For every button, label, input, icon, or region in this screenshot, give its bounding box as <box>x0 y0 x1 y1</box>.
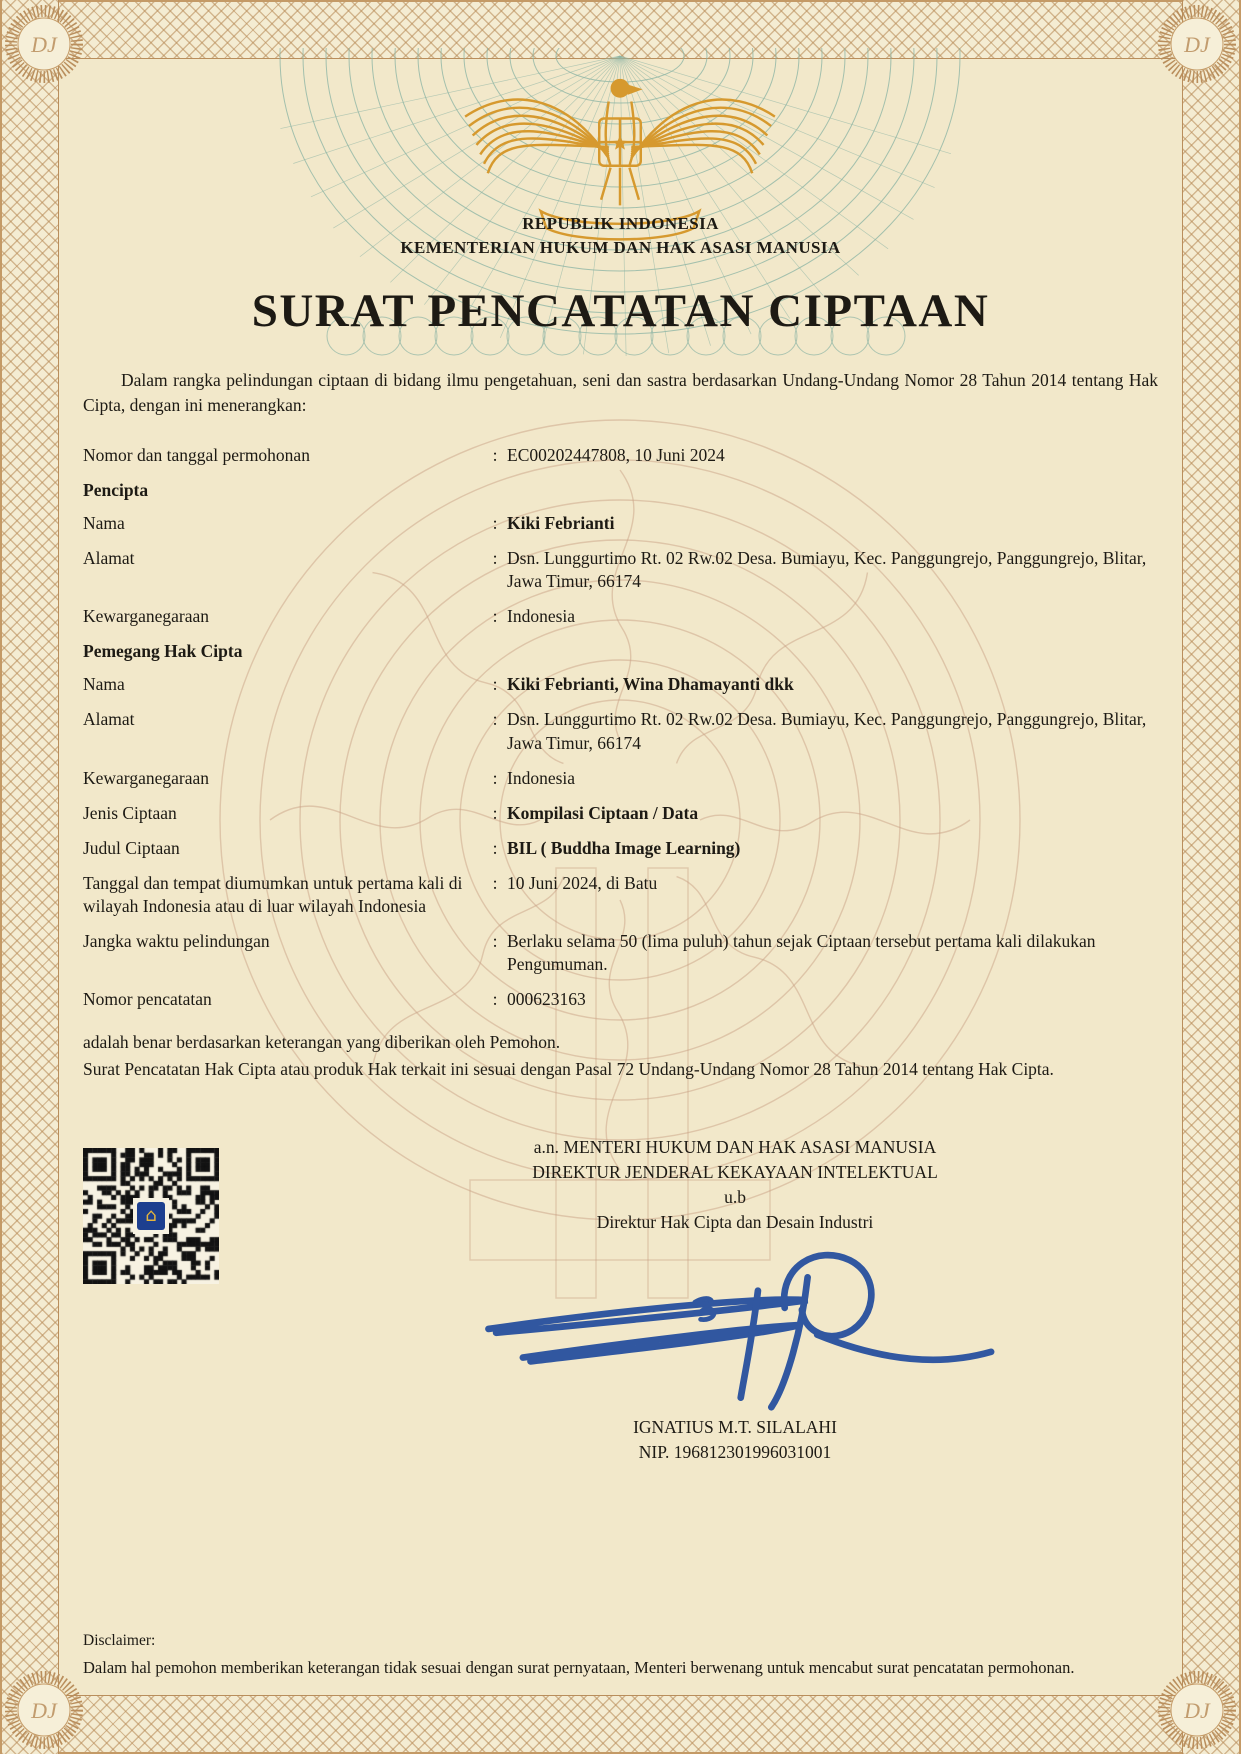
ministry-name: KEMENTERIAN HUKUM DAN HAK ASASI MANUSIA <box>400 238 841 257</box>
svg-text:DJ: DJ <box>1184 32 1210 57</box>
field-value: Indonesia <box>507 767 576 788</box>
section-heading-pemegang-hak-cipta: Pemegang Hak Cipta <box>83 641 243 662</box>
field-colon: : <box>492 444 498 465</box>
signature-authority-line-3: u.b <box>724 1187 746 1207</box>
field-colon: : <box>492 989 498 1010</box>
corner-seal-icon <box>1155 1668 1239 1752</box>
field-colon: : <box>492 547 498 568</box>
field-colon: : <box>492 674 498 695</box>
field-colon: : <box>492 512 498 533</box>
field-colon: : <box>492 767 498 788</box>
field-value: 000623163 <box>507 989 586 1010</box>
field-colon: : <box>492 709 498 730</box>
disclaimer-block <box>83 1632 1161 1678</box>
statement-line-2: Surat Pencatatan Hak Cipta atau produk Hak terkait ini sesuai dengan Pasal 72 Undang-Undang Nomor 28 Tahun 2014 tentang Hak Cipta. <box>83 1058 1054 1079</box>
corner-seal-icon <box>1155 2 1239 86</box>
field-colon: : <box>492 606 498 627</box>
field-row-application-number <box>83 444 1158 467</box>
field-row-creator-address <box>83 547 1158 593</box>
field-value: Kompilasi Ciptaan / Data <box>507 802 699 823</box>
field-row-creator-nationality <box>83 605 1158 628</box>
field-value: Dsn. Lunggurtimo Rt. 02 Rw.02 Desa. Bumiayu, Kec. Panggungrejo, Panggungrejo, Blitar, Jawa Timur, 66174 <box>507 709 1147 753</box>
field-row-holder-name <box>83 673 1158 696</box>
qr-code <box>83 1148 219 1284</box>
signature-block <box>395 1135 1075 1465</box>
signature-authority-line-1: a.n. MENTERI HUKUM DAN HAK ASASI MANUSIA <box>533 1137 937 1157</box>
field-label: Alamat <box>83 547 135 568</box>
field-colon: : <box>492 802 498 823</box>
field-value: 10 Juni 2024, di Batu <box>507 872 658 893</box>
border-band-left <box>0 0 59 1754</box>
field-colon: : <box>492 931 498 952</box>
field-value: Kiki Febrianti, Wina Dhamayanti dkk <box>507 674 794 695</box>
signature-authority-line-4: Direktur Hak Cipta dan Desain Industri <box>596 1212 874 1232</box>
field-label: Tanggal dan tempat diumumkan untuk pertama kali di wilayah Indonesia atau di luar wilayah Indonesia <box>83 872 463 916</box>
corner-seal-icon <box>2 1668 86 1752</box>
field-label: Nomor dan tanggal permohonan <box>83 444 310 465</box>
field-label: Nomor pencatatan <box>83 989 212 1010</box>
field-row-protection-period <box>83 930 1158 976</box>
signer-nip: NIP. 196812301996031001 <box>638 1442 832 1462</box>
certificate-content <box>83 200 1158 1082</box>
document-title: SURAT PENCATATAN CIPTAAN <box>251 285 990 337</box>
disclaimer-title: Disclaimer: <box>83 1632 156 1649</box>
section-heading-pencipta: Pencipta <box>83 479 149 500</box>
field-row-registration-number <box>83 988 1158 1011</box>
field-value: Dsn. Lunggurtimo Rt. 02 Rw.02 Desa. Bumiayu, Kec. Panggungrejo, Panggungrejo, Blitar, Jawa Timur, 66174 <box>507 547 1147 592</box>
intro-paragraph: Dalam rangka pelindungan ciptaan di bidang ilmu pengetahuan, seni dan sastra berdasarkan Undang-Undang Nomor 28 Tahun 2014 tentang Hak Cipta, dengan ini menerangkan: <box>83 370 1158 415</box>
signer-name: IGNATIUS M.T. SILALAHI <box>633 1417 837 1437</box>
field-row-holder-address <box>83 708 1158 754</box>
corner-seal-icon <box>2 2 86 86</box>
statement-paragraph <box>83 1029 1158 1082</box>
field-label: Kewarganegaraan <box>83 767 209 788</box>
statement-line-1: adalah benar berdasarkan keterangan yang diberikan oleh Pemohon. <box>83 1032 561 1053</box>
field-value: Indonesia <box>507 606 576 627</box>
field-row-work-type <box>83 802 1158 825</box>
country-name: REPUBLIK INDONESIA <box>522 214 719 233</box>
svg-text:DJ: DJ <box>31 32 57 57</box>
field-label: Nama <box>83 674 125 695</box>
fields-list <box>83 444 1158 1012</box>
field-colon: : <box>492 872 498 893</box>
field-label: Judul Ciptaan <box>83 837 180 858</box>
field-label: Nama <box>83 512 125 533</box>
signature-image <box>455 1241 1015 1413</box>
field-label: Jenis Ciptaan <box>83 802 177 823</box>
disclaimer-text: Dalam hal pemohon memberikan keterangan tidak sesuai dengan surat pernyataan, Menteri berwenang untuk mencabut surat pencatatan permohonan. <box>83 1658 1075 1677</box>
field-value: BIL ( Buddha Image Learning) <box>507 837 741 858</box>
field-row-holder-nationality <box>83 767 1158 790</box>
field-colon: : <box>492 837 498 858</box>
field-row-work-title <box>83 837 1158 860</box>
border-band-right <box>1182 0 1241 1754</box>
signature-authority-line-2: DIREKTUR JENDERAL KEKAYAAN INTELEKTUAL <box>532 1162 938 1182</box>
field-label: Jangka waktu pelindungan <box>83 931 270 952</box>
field-label: Alamat <box>83 709 135 730</box>
field-value: Berlaku selama 50 (lima puluh) tahun sejak Ciptaan tersebut pertama kali dilakukan Pengumuman. <box>507 931 1096 975</box>
kemenkumham-logo-icon: ⌂ <box>133 1198 169 1234</box>
svg-text:DJ: DJ <box>31 1698 57 1723</box>
field-row-creator-name <box>83 512 1158 535</box>
border-band-bottom <box>0 1695 1241 1754</box>
field-value: EC00202447808, 10 Juni 2024 <box>507 444 725 465</box>
svg-text:DJ: DJ <box>1184 1698 1210 1723</box>
field-value: Kiki Febrianti <box>507 512 615 533</box>
field-row-first-publication <box>83 872 1158 918</box>
field-label: Kewarganegaraan <box>83 606 209 627</box>
